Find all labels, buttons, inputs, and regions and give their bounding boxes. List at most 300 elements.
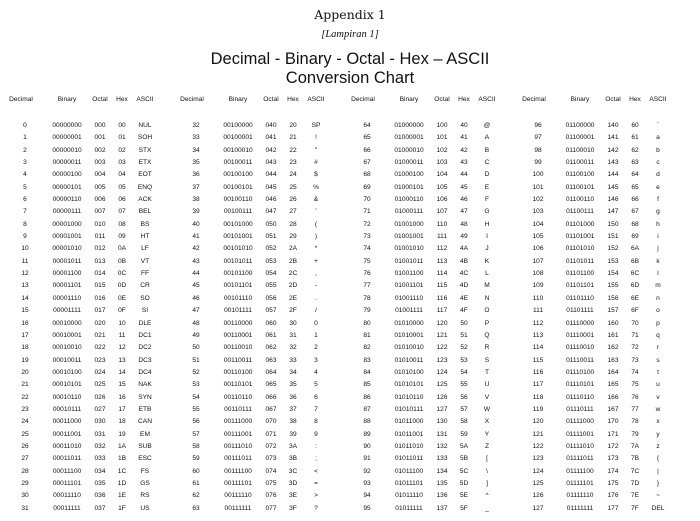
ascii-cell: ETB [138,405,152,413]
table-row [354,270,524,282]
table-row [183,295,353,307]
table-row [183,443,353,455]
octal-cell: 124 [436,368,448,376]
ascii-cell: v [656,393,660,401]
octal-cell: 105 [436,183,448,191]
ascii-cell: 3 [314,356,318,364]
octal-cell: 057 [265,307,277,315]
octal-cell: 123 [436,356,448,364]
table-row [183,320,353,332]
octal-cell: 104 [436,171,448,179]
octal-cell: 122 [436,344,448,352]
table-row [12,357,182,369]
hex-cell: 25 [289,183,297,191]
ascii-cell: _ [485,504,489,512]
decimal-cell: 36 [192,171,200,179]
hex-cell: 29 [289,233,297,241]
ascii-cell: P [484,319,490,327]
octal-cell: 020 [94,319,106,327]
binary-cell: 00100100 [223,171,253,179]
hex-cell: 2A [288,245,298,253]
table-row [354,171,524,183]
decimal-cell: 106 [532,245,544,253]
binary-cell: 01100000 [565,122,595,129]
octal-cell: 013 [94,257,106,265]
ascii-cell: EOT [138,171,152,179]
octal-cell: 064 [265,368,277,376]
decimal-cell: 34 [192,146,200,154]
hex-cell: 3C [288,467,298,475]
ascii-cell: HT [140,233,150,241]
octal-cell: 135 [436,479,448,487]
decimal-cell: 118 [532,393,544,401]
hex-cell: 47 [460,208,468,216]
binary-cell: 01001001 [394,233,424,241]
octal-cell: 142 [607,146,619,154]
ascii-cell: ^ [485,492,489,500]
binary-cell: 00110100 [223,368,253,376]
ascii-cell: BS [140,220,150,228]
decimal-cell: 122 [532,442,544,450]
decimal-cell: 27 [21,455,29,463]
decimal-cell: 60 [192,467,200,475]
octal-cell: 027 [94,405,106,413]
binary-cell: 01100100 [565,171,595,179]
octal-cell: 055 [265,282,277,290]
hex-cell: 77 [631,405,639,413]
hex-cell: 21 [289,134,297,142]
decimal-cell: 61 [192,479,200,487]
ascii-cell: S [484,356,490,364]
table-row [183,357,353,369]
column-header: Hex [116,96,128,103]
octal-cell: 035 [94,479,106,487]
table-row [183,332,353,344]
table-row [354,320,524,332]
octal-cell: 003 [94,159,106,167]
table-row [525,258,695,270]
table-row [525,344,695,356]
table-row [183,455,353,467]
decimal-cell: 110 [532,294,544,302]
binary-cell: 00100011 [223,159,253,167]
table-row [354,431,524,443]
hex-cell: 24 [289,171,297,179]
binary-cell: 01100101 [565,183,595,191]
ascii-cell: B [484,146,490,154]
ascii-cell: BEL [138,208,152,216]
ascii-cell: SI [141,307,149,315]
table-row [12,369,182,381]
hex-cell: 6F [631,307,639,315]
hex-cell: 1E [117,492,127,500]
octal-cell: 115 [436,282,448,290]
ascii-cell: G [484,208,490,216]
binary-cell: 01111100 [566,467,594,475]
decimal-cell: 92 [363,467,371,475]
octal-cell: 061 [265,331,277,339]
decimal-cell: 107 [532,257,544,265]
table-row [354,134,524,146]
binary-cell: 00000110 [52,196,82,204]
decimal-cell: 74 [363,245,371,253]
table-row [183,505,353,517]
ascii-cell: { [656,455,660,463]
ascii-cell: c [656,159,660,167]
decimal-cell: 67 [363,159,371,167]
decimal-cell: 125 [532,479,544,487]
ascii-cell: SOH [137,134,153,142]
decimal-cell: 90 [363,442,371,450]
hex-cell: 0E [117,294,127,302]
octal-cell: 134 [436,467,448,475]
ascii-cell: ; [315,455,317,463]
binary-cell: 01101110 [566,294,594,302]
table-row [12,295,182,307]
hex-cell: 34 [289,368,297,376]
hex-cell: 7A [630,442,640,450]
hex-cell: 61 [631,134,639,142]
chart-subtitle: Conversion Chart [285,69,415,87]
octal-cell: 071 [265,430,277,438]
octal-cell: 075 [265,479,277,487]
ascii-cell: : [315,442,317,450]
octal-cell: 132 [436,442,448,450]
decimal-cell: 43 [192,257,200,265]
octal-cell: 164 [607,368,619,376]
binary-cell: 00000100 [52,171,82,179]
binary-cell: 01000000 [394,122,424,129]
table-row [354,505,524,517]
hex-cell: 79 [631,430,639,438]
table-row [12,307,182,319]
hex-cell: 7F [631,504,639,512]
table-row [12,282,182,294]
table-block [180,96,353,516]
hex-cell: 5E [459,492,469,500]
hex-cell: 31 [289,331,297,339]
binary-cell: 00111111 [224,504,252,512]
binary-cell: 00010000 [52,319,82,327]
decimal-cell: 13 [21,282,29,290]
binary-cell: 00000010 [52,146,82,154]
decimal-cell: 103 [532,208,544,216]
binary-cell: 01111001 [566,430,594,438]
table-row [12,320,182,332]
binary-cell: 00010011 [52,356,82,364]
hex-cell: 6B [630,257,640,265]
hex-cell: 6C [630,270,640,278]
column-header: Hex [287,96,299,103]
decimal-cell: 6 [23,196,27,204]
decimal-cell: 113 [532,331,544,339]
ascii-cell: h [656,220,660,228]
binary-cell: 01100110 [565,196,595,204]
table-row [354,394,524,406]
binary-cell: 00001111 [53,307,81,315]
octal-cell: 005 [94,183,106,191]
decimal-cell: 84 [363,368,371,376]
ascii-cell: DEL [651,504,665,512]
binary-cell: 01111011 [566,455,594,463]
table-row [12,443,182,455]
ascii-cell: z [656,442,660,450]
binary-cell: 01011011 [394,455,424,463]
table-row [525,369,695,381]
table-row [525,282,695,294]
table-row [12,455,182,467]
octal-cell: 044 [265,171,277,179]
hex-cell: 53 [460,356,468,364]
octal-cell: 136 [436,492,448,500]
table-row [525,233,695,245]
binary-cell: 00001001 [52,233,82,241]
hex-cell: 38 [289,418,297,426]
hex-cell: 16 [118,393,126,401]
decimal-cell: 30 [21,492,29,500]
ascii-cell: T [484,368,490,376]
octal-cell: 120 [436,319,448,327]
ascii-cell: J [485,245,489,253]
table-row [183,480,353,492]
ascii-cell: ~ [656,492,660,500]
octal-cell: 162 [607,344,619,352]
column-header: ASCII [307,96,325,103]
binary-cell: 01000111 [394,208,424,216]
octal-cell: 053 [265,257,277,265]
ascii-cell: DLE [138,319,152,327]
octal-cell: 025 [94,381,106,389]
octal-cell: 110 [436,220,448,228]
binary-cell: 01101010 [565,245,595,253]
octal-cell: 022 [94,344,106,352]
decimal-cell: 40 [192,220,200,228]
ascii-cell: l [657,270,659,278]
ascii-cell: Q [484,331,490,339]
hex-cell: 23 [289,159,297,167]
binary-cell: 00101000 [223,220,253,228]
octal-cell: 113 [436,257,448,265]
decimal-cell: 114 [532,344,544,352]
decimal-cell: 53 [192,381,200,389]
table-row [183,282,353,294]
binary-cell: 01110100 [565,368,595,376]
octal-cell: 024 [94,368,106,376]
table-row [525,245,695,257]
hex-cell: 03 [118,159,126,167]
octal-cell: 153 [607,257,619,265]
decimal-cell: 20 [21,368,29,376]
hex-cell: 63 [631,159,639,167]
binary-cell: 00010010 [52,344,82,352]
table-row [354,344,524,356]
ascii-cell: k [656,257,660,265]
table-row [183,307,353,319]
ascii-cell: g [656,208,660,216]
binary-cell: 01000101 [394,183,424,191]
decimal-cell: 65 [363,134,371,142]
ascii-cell: , [315,270,317,278]
hex-cell: 33 [289,356,297,364]
hex-cell: 19 [118,430,126,438]
octal-cell: 072 [265,442,277,450]
ascii-cell: E [484,183,490,191]
decimal-cell: 123 [532,455,544,463]
octal-cell: 042 [265,146,277,154]
decimal-cell: 104 [532,220,544,228]
binary-cell: 00010001 [52,331,82,339]
binary-cell: 00011110 [53,492,81,500]
decimal-cell: 10 [21,245,29,253]
decimal-cell: 127 [532,504,544,512]
table-row [354,455,524,467]
table-row [12,492,182,504]
ascii-cell: / [315,307,317,315]
binary-cell: 01111110 [566,492,594,500]
octal-cell: 043 [265,159,277,167]
octal-cell: 111 [436,233,448,241]
hex-cell: 4A [459,245,469,253]
hex-cell: 64 [631,171,639,179]
octal-cell: 127 [436,405,448,413]
ascii-cell: > [314,492,318,500]
binary-cell: 00111010 [223,442,253,450]
binary-cell: 00100110 [223,196,253,204]
binary-cell: 01001011 [394,257,424,265]
binary-cell: 00100101 [223,183,253,191]
decimal-cell: 109 [532,282,544,290]
ascii-cell: SUB [138,442,152,450]
octal-cell: 066 [265,393,277,401]
decimal-cell: 70 [363,196,371,204]
column-header: Binary [57,96,77,103]
binary-cell: 00111000 [223,418,253,426]
hex-cell: 42 [460,146,468,154]
decimal-cell: 101 [532,183,544,191]
octal-cell: 017 [94,307,106,315]
ascii-cell: I [486,233,488,241]
decimal-cell: 19 [21,356,29,364]
decimal-cell: 85 [363,381,371,389]
hex-cell: 39 [289,430,297,438]
column-header: Decimal [351,96,375,103]
table-row [183,134,353,146]
table-row [183,381,353,393]
hex-cell: 1F [118,504,126,512]
octal-cell: 026 [94,393,106,401]
column-header: Decimal [522,96,546,103]
hex-cell: 0D [117,282,127,290]
table-row [354,233,524,245]
decimal-cell: 29 [21,479,29,487]
octal-cell: 156 [607,294,619,302]
hex-cell: 78 [631,418,639,426]
binary-cell: 00110101 [223,381,253,389]
decimal-cell: 21 [21,381,29,389]
decimal-cell: 7 [23,208,27,216]
table-block [351,96,524,516]
octal-cell: 150 [607,220,619,228]
decimal-cell: 16 [21,319,29,327]
octal-cell: 130 [436,418,448,426]
octal-cell: 015 [94,282,106,290]
table-row [354,406,524,418]
hex-cell: 59 [460,430,468,438]
octal-cell: 171 [607,430,619,438]
table-row [525,332,695,344]
table-row [525,295,695,307]
hex-cell: 09 [118,233,126,241]
octal-cell: 101 [436,134,448,142]
octal-cell: 045 [265,183,277,191]
table-row [525,208,695,220]
table-row [525,357,695,369]
ascii-cell: ETX [138,159,152,167]
column-header: Decimal [9,96,33,103]
decimal-cell: 117 [532,381,544,389]
hex-cell: 5C [459,467,469,475]
ascii-cell: 1 [314,331,318,339]
ascii-cell: 6 [314,393,318,401]
table-row [183,431,353,443]
ascii-cell: CR [140,282,150,290]
decimal-cell: 2 [23,146,27,154]
binary-cell: 00101110 [223,294,253,302]
ascii-cell: i [657,233,659,241]
table-row [12,159,182,171]
hex-cell: 6A [630,245,640,253]
table-row [12,245,182,257]
binary-cell: 00001110 [52,294,82,302]
hex-cell: 74 [631,368,639,376]
octal-cell: 170 [607,418,619,426]
hex-cell: 37 [289,405,297,413]
ascii-cell: 7 [314,405,318,413]
octal-cell: 041 [265,134,277,142]
table-row [354,196,524,208]
octal-cell: 001 [94,134,106,142]
hex-cell: 6D [630,282,640,290]
octal-cell: 145 [607,183,619,191]
octal-cell: 033 [94,455,106,463]
decimal-cell: 71 [363,208,371,216]
octal-cell: 102 [436,146,448,154]
decimal-cell: 66 [363,146,371,154]
ascii-cell: * [314,245,318,253]
octal-cell: 163 [607,356,619,364]
octal-cell: 125 [436,381,448,389]
binary-cell: 00011100 [52,467,82,475]
hex-cell: 52 [460,344,468,352]
ascii-cell: D [484,171,490,179]
chart-title: Decimal - Binary - Octal - Hex – ASCII [210,50,490,68]
table-row [525,171,695,183]
ascii-cell: ( [314,220,318,228]
octal-cell: 006 [94,196,106,204]
octal-cell: 040 [265,122,277,129]
ascii-cell: % [313,183,319,191]
ascii-cell: LF [141,245,149,253]
decimal-cell: 50 [192,344,200,352]
octal-cell: 074 [265,467,277,475]
table-row [354,357,524,369]
binary-cell: 00100010 [223,146,253,154]
octal-cell: 016 [94,294,106,302]
hex-cell: 62 [631,146,639,154]
hex-cell: 41 [460,134,468,142]
octal-cell: 037 [94,504,106,512]
table-row [525,431,695,443]
